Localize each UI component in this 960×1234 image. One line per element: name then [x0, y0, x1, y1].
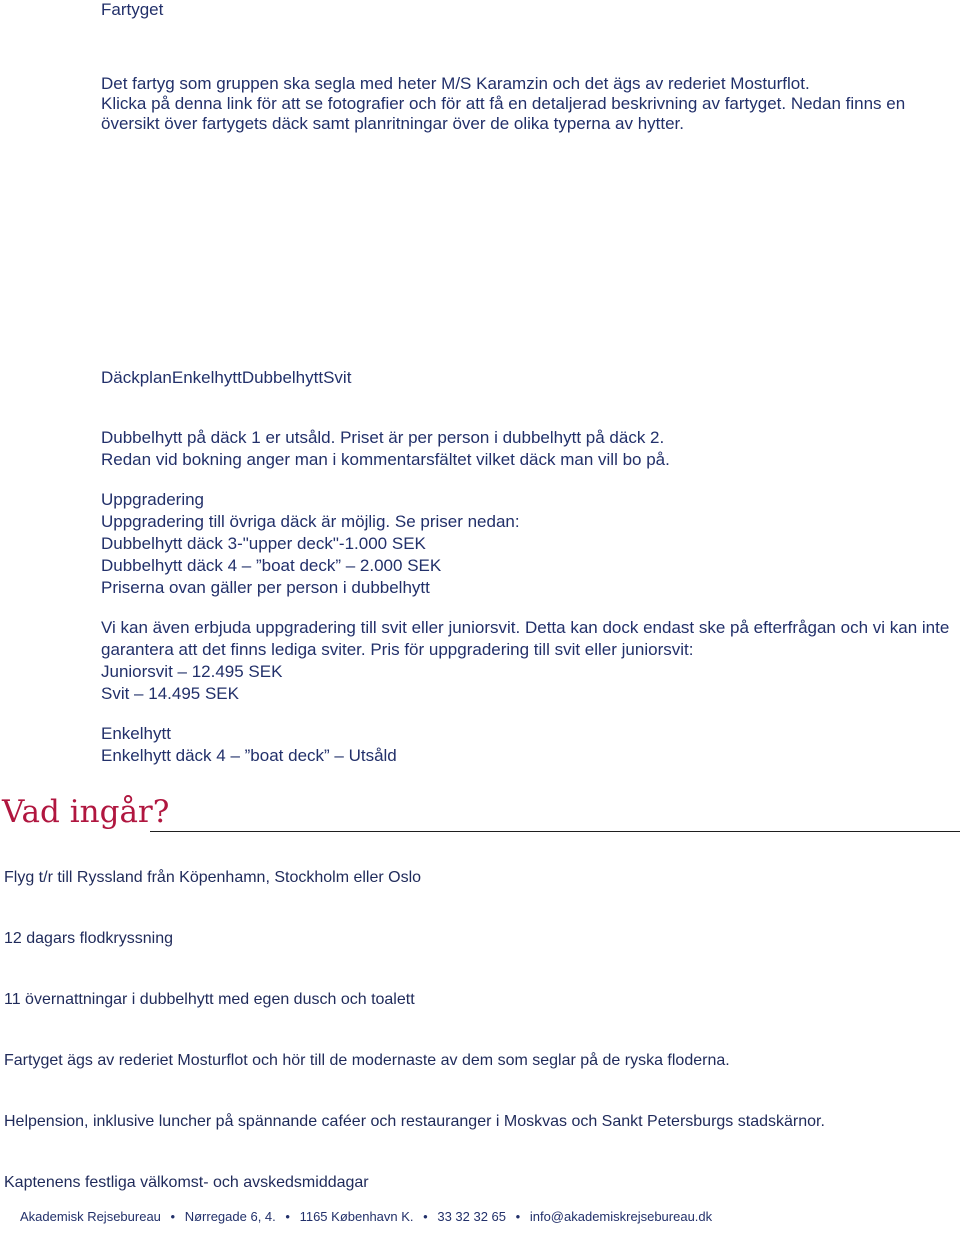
tab-deckplan[interactable]: Däckplan — [101, 368, 172, 387]
intro-line: Det fartyg som gruppen ska segla med heter M/S Karamzin och det ägs av rederiet Mosturflot. — [101, 74, 810, 93]
footer-street: Nørregade 6, 4. — [184, 1209, 276, 1224]
detail-line: Enkelhytt däck 4 – ”boat deck” – Utsåld — [101, 746, 397, 765]
detail-line: Redan vid bokning anger man i kommentarsfältet vilket däck man vill bo på. — [101, 450, 670, 469]
section-heading: Vad ingår? — [2, 794, 170, 830]
tab-single-cabin[interactable]: Enkelhytt — [171, 368, 242, 387]
detail-line: Svit – 14.495 SEK — [101, 684, 239, 703]
cabin-details — [101, 427, 956, 767]
footer-city: 1165 København K. — [299, 1209, 414, 1224]
includes-list — [4, 868, 954, 1234]
page-title: Fartyget — [101, 0, 164, 19]
footer-separator: • — [170, 1209, 176, 1224]
tab-double-cabin[interactable]: Dubbelhytt — [241, 368, 324, 387]
detail-line: Dubbelhytt däck 3-"upper deck"-1.000 SEK — [101, 534, 426, 553]
intro-text — [101, 74, 951, 134]
list-item: Fartyget ägs av rederiet Mosturflot och hör till de modernaste av dem som seglar på de ryska floderna. — [4, 1052, 730, 1069]
detail-line: Dubbelhytt däck 4 – ”boat deck” – 2.000 SEK — [101, 556, 442, 575]
single-cabin-heading: Enkelhytt — [101, 724, 171, 743]
footer-separator: • — [285, 1209, 290, 1224]
tab-suite[interactable]: Svit — [323, 368, 352, 387]
list-item: Flyg t/r till Ryssland från Köpenhamn, Stockholm eller Oslo — [4, 869, 422, 886]
footer-email[interactable]: info@akademiskrejsebureau.dk — [529, 1209, 713, 1224]
detail-line: Dubbelhytt på däck 1 er utsåld. Priset är per person i dubbelhytt på däck 2. — [101, 428, 665, 447]
list-item: 12 dagars flodkryssning — [4, 930, 173, 947]
intro-line: Klicka på denna link för att se fotografier och för att få en detaljerad beskrivning av fartyget. Nedan finns en översikt över fartygets däck samt planritningar över de olika typerna av hytter. — [101, 94, 906, 133]
footer-separator: • — [515, 1209, 521, 1224]
footer-separator: • — [423, 1209, 428, 1224]
cabin-tabs — [101, 368, 351, 388]
list-item: 11 övernattningar i dubbelhytt med egen dusch och toalett — [4, 991, 415, 1008]
detail-line: Uppgradering till övriga däck är möjlig. Se priser nedan: — [101, 512, 520, 531]
suite-upgrade-text: Vi kan även erbjuda uppgradering till svit eller juniorsvit. Detta kan dock endast ske på efterfrågan och vi kan inte garantera att det finns lediga sviter. Pris för uppgradering till svit eller juniorsvit: — [101, 618, 950, 659]
list-item: Kaptenens festliga välkomst- och avskedsmiddagar — [4, 1174, 369, 1191]
footer-company: Akademisk Rejsebureau — [20, 1209, 161, 1224]
section-divider — [150, 831, 960, 832]
footer — [20, 1209, 712, 1224]
detail-line: Priserna ovan gäller per person i dubbelhytt — [101, 578, 430, 597]
upgrade-heading: Uppgradering — [101, 490, 205, 509]
list-item: Helpension, inklusive luncher på spännande caféer och restauranger i Moskvas och Sankt Petersburgs stadskärnor. — [4, 1113, 825, 1130]
footer-phone: 33 32 32 65 — [437, 1209, 507, 1224]
detail-line: Juniorsvit – 12.495 SEK — [101, 662, 283, 681]
